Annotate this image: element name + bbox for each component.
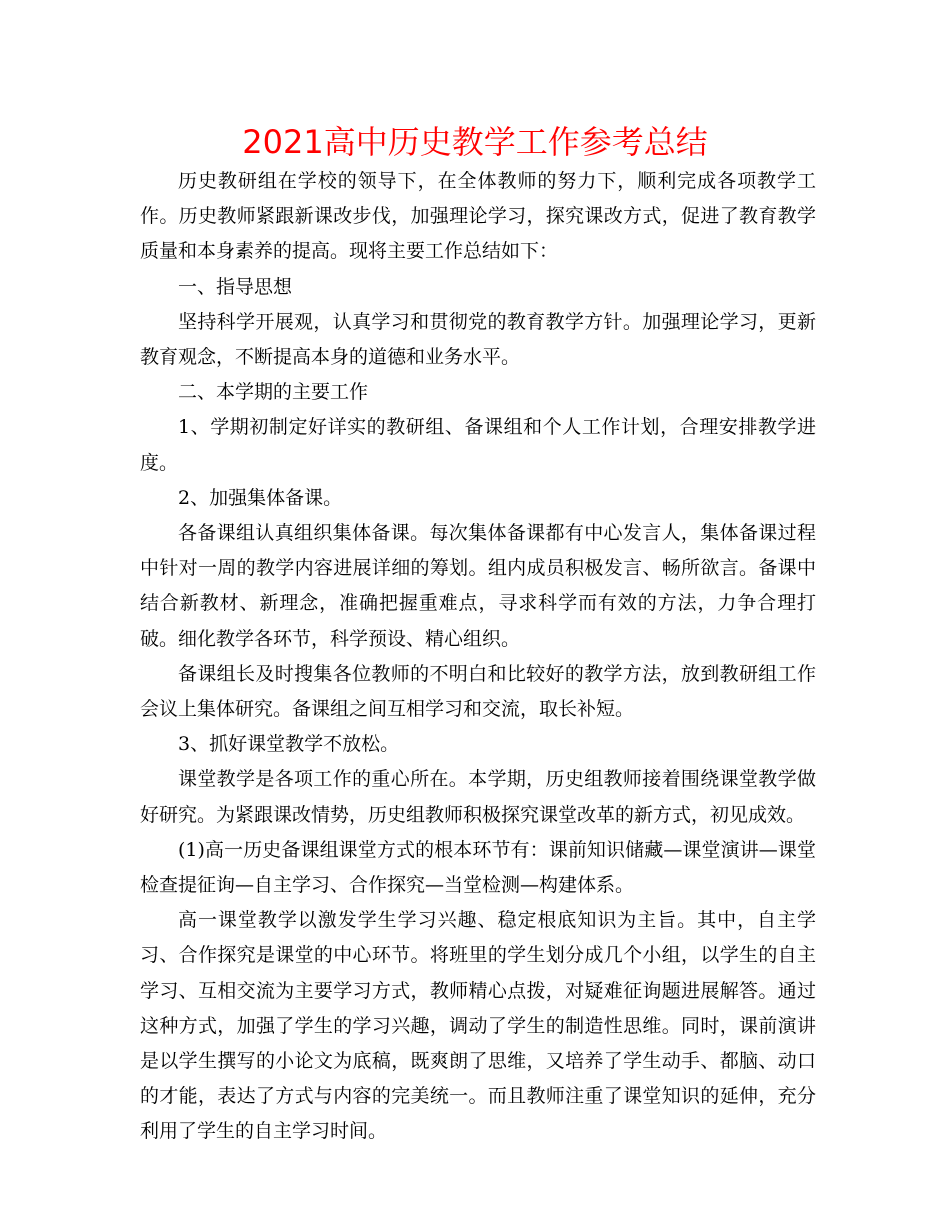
paragraph-grade-one-steps: (1)高一历史备课组课堂方式的根本环节有：课前知识储藏—课堂演讲—课堂检查提征询—自主学习、合作探究—当堂检测—构建体系。 bbox=[140, 838, 816, 897]
paragraph-guiding-ideology: 坚持科学开展观，认真学习和贯彻党的教育教学方针。加强理论学习，更新教育观念，不断提高本身的道德和业务水平。 bbox=[140, 310, 816, 369]
paragraph-grade-one-teaching: 高一课堂教学以激发学生学习兴趣、稳定根底知识为主旨。其中，自主学习、合作探究是课堂的中心环节。将班里的学生划分成几个小组，以学生的自主学习、互相交流为主要学习方式，教师精心点拨，对疑难征询题进展解答。通过这种方式，加强了学生的学习兴趣，调动了学生的制造性思维。同时，课前演讲是以学生撰写的小论文为底稿，既爽朗了思维，又培养了学生动手、都脑、动口的才能，表达了方式与内容的完美统一。而且教师注重了课堂知识的延伸，充分利用了学生的自主学习时间。 bbox=[140, 909, 816, 1143]
page-title: 2021高中历史教学工作参考总结 bbox=[242, 123, 708, 161]
document-body bbox=[140, 164, 816, 1150]
list-item-2: 2、加强集体备课。 bbox=[178, 486, 343, 509]
heading-main-work: 二、本学期的主要工作 bbox=[178, 381, 369, 404]
paragraph-intro: 历史教研组在学校的领导下，在全体教师的努力下，顺利完成各项教学工作。历史教师紧跟新课改步伐，加强理论学习，探究课改方式，促进了教育教学质量和本身素养的提高。现将主要工作总结如下： bbox=[140, 170, 816, 263]
list-item-3: 3、抓好课堂教学不放松。 bbox=[178, 733, 400, 756]
paragraph-group-leaders: 备课组长及时搜集各位教师的不明白和比较好的教学方法，放到教研组工作会议上集体研究。备课组之间互相学习和交流，取长补短。 bbox=[140, 662, 816, 721]
list-item-1: 1、学期初制定好详实的教研组、备课组和个人工作计划，合理安排教学进度。 bbox=[140, 416, 816, 474]
paragraph-collective-preparation: 各备课组认真组织集体备课。每次集体备课都有中心发言人，集体备课过程中针对一周的教学内容进展详细的筹划。组内成员积极发言、畅所欲言。备课中结合新教材、新理念，准确把握重难点，寻求科学而有效的方法，力争合理打破。细化教学各环节，科学预设、精心组织。 bbox=[140, 522, 816, 650]
heading-guiding-ideology: 一、指导思想 bbox=[178, 275, 293, 298]
paragraph-classroom-teaching: 课堂教学是各项工作的重心所在。本学期，历史组教师接着围绕课堂教学做好研究。为紧跟课改情势，历史组教师积极探究课堂改革的新方式，初见成效。 bbox=[140, 768, 816, 826]
